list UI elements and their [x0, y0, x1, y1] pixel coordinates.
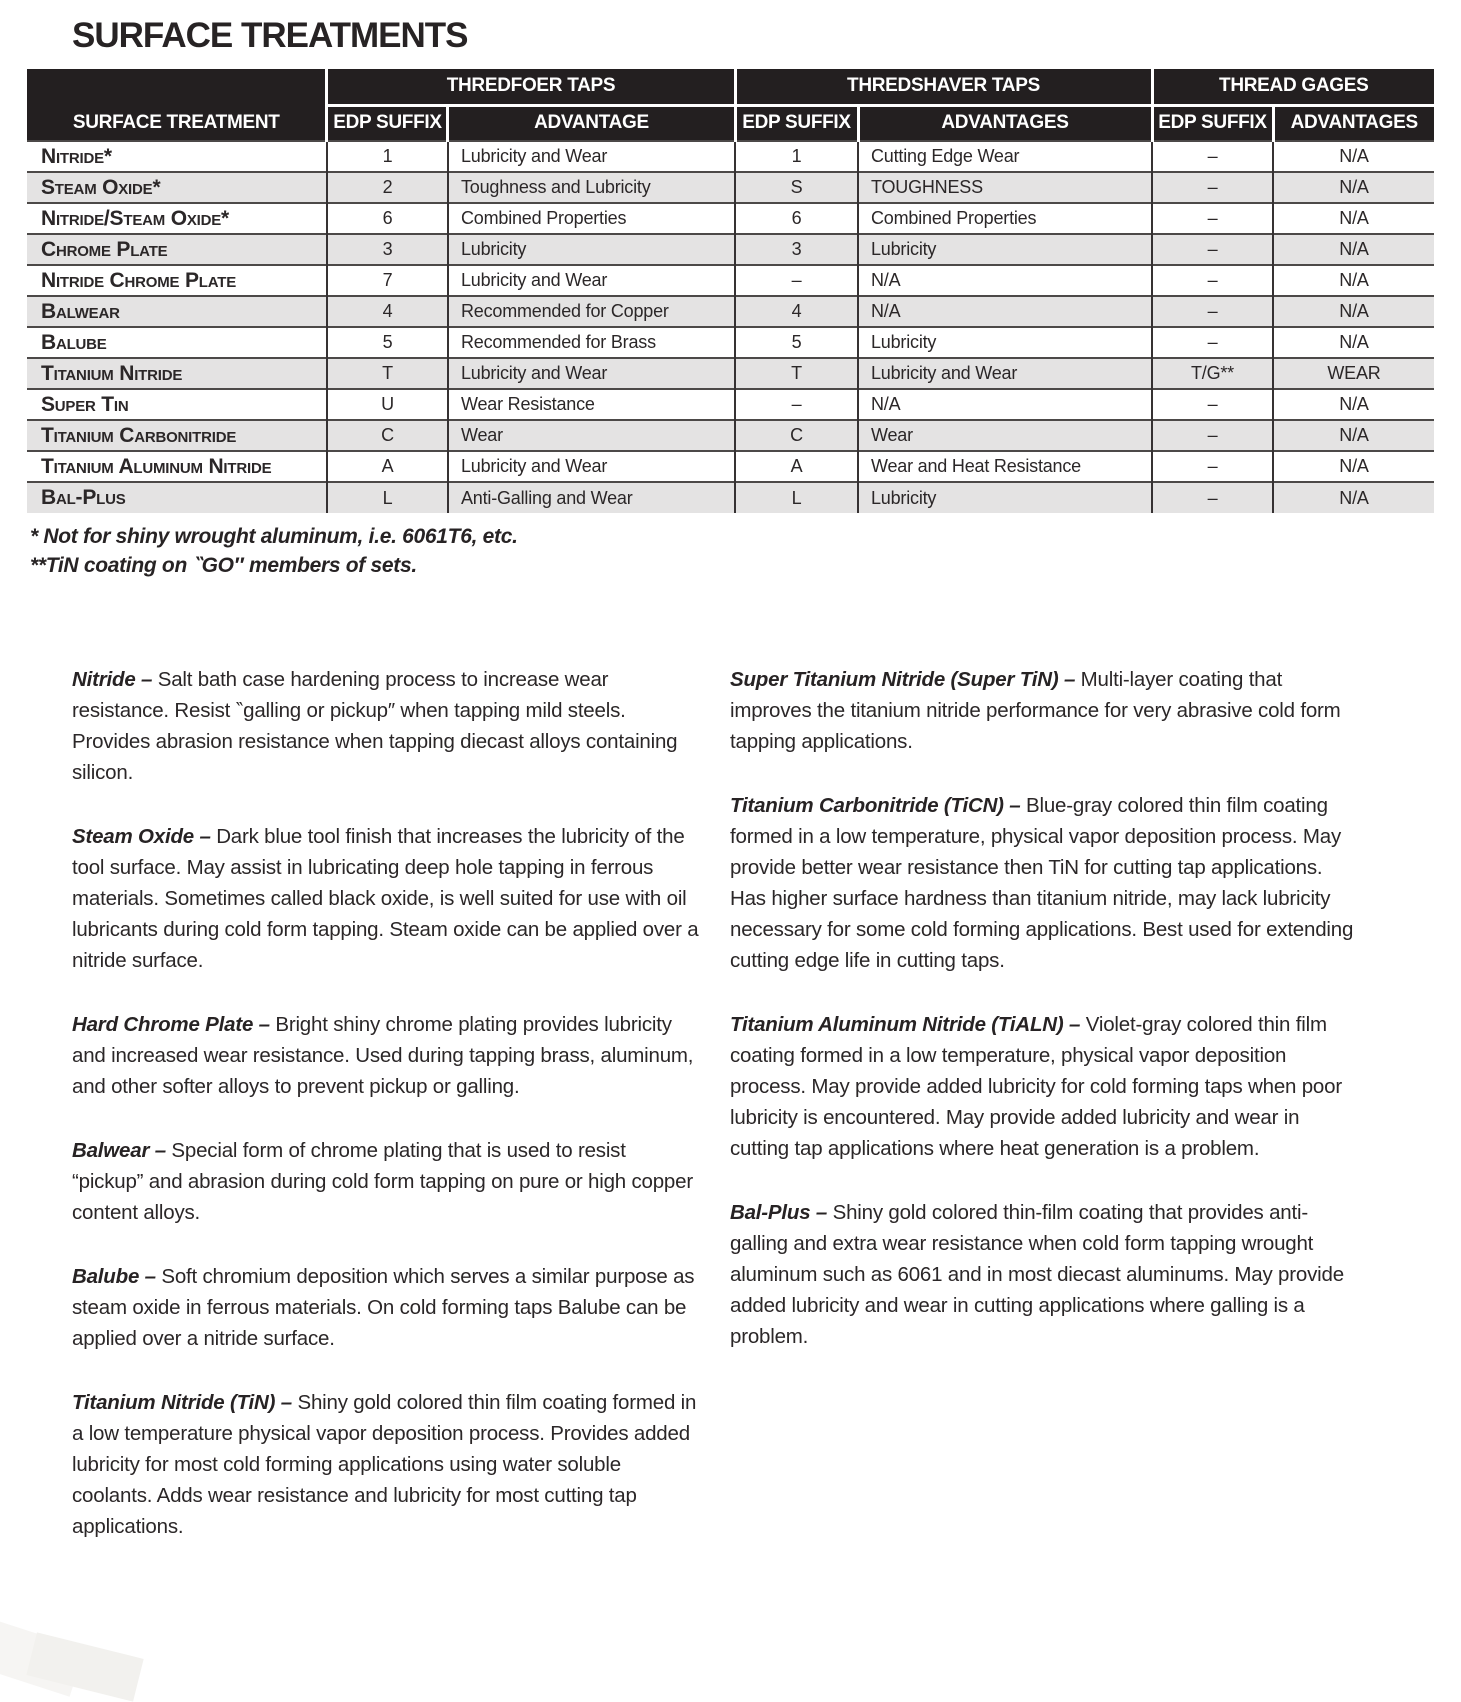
table-row [27, 141, 1434, 172]
cell-surface-treatment: Nitride/Steam Oxide* [27, 203, 327, 234]
cell-thredfoer-advantage: Recommended for Brass [448, 327, 735, 358]
cell-thredfoer-edp-suffix: U [327, 389, 448, 420]
cell-thredfoer-edp-suffix: 7 [327, 265, 448, 296]
description-term: Bal-Plus – [730, 1201, 828, 1224]
cell-thredshaver-advantages: Lubricity and Wear [858, 358, 1152, 389]
cell-thredshaver-edp-suffix: 4 [735, 296, 858, 327]
cell-surface-treatment: Super Tin [27, 389, 327, 420]
cell-thredshaver-edp-suffix: A [735, 451, 858, 482]
table-row [27, 234, 1434, 265]
cell-thredshaver-advantages: N/A [858, 265, 1152, 296]
description-term: Titanium Nitride (TiN) – [72, 1391, 292, 1414]
cell-thredfoer-edp-suffix: 4 [327, 296, 448, 327]
cell-thredfoer-advantage: Lubricity and Wear [448, 358, 735, 389]
cell-thredshaver-edp-suffix: C [735, 420, 858, 451]
table-row [27, 327, 1434, 358]
cell-thredshaver-advantages: Lubricity [858, 482, 1152, 513]
description-text: Shiny gold colored thin film coating formed in a low temperature physical vapor deposition process. Provides added lubricity for most cold forming applications using water soluble coolants. Adds wear resistance and lubricity for most cutting tap applications. [72, 1391, 697, 1538]
cell-gages-edp-suffix: – [1152, 482, 1273, 513]
cell-thredshaver-advantages: Lubricity [858, 327, 1152, 358]
description-term: Steam Oxide – [72, 825, 211, 848]
cell-thredfoer-edp-suffix: T [327, 358, 448, 389]
cell-thredshaver-advantages: Combined Properties [858, 203, 1152, 234]
table-row [27, 358, 1434, 389]
table-body [27, 141, 1434, 513]
table-row [27, 389, 1434, 420]
cell-surface-treatment: Bal-Plus [27, 482, 327, 513]
cell-thredshaver-advantages: N/A [858, 296, 1152, 327]
cell-thredfoer-advantage: Lubricity [448, 234, 735, 265]
cell-thredshaver-advantages: Wear and Heat Resistance [858, 451, 1152, 482]
cell-gages-edp-suffix: – [1152, 172, 1273, 203]
cell-surface-treatment: Balube [27, 327, 327, 358]
description-text: Salt bath case hardening process to increase wear resistance. Resist ‶galling or pickup″ when tapping mild steels. Provides abrasion resistance when tapping diecast alloys containing silicon. [72, 668, 678, 784]
cell-thredshaver-edp-suffix: 1 [735, 141, 858, 172]
column-header-thredfoer-edp-suffix: EDP SUFFIX [327, 105, 448, 141]
cell-thredfoer-advantage: Lubricity and Wear [448, 265, 735, 296]
cell-thredfoer-advantage: Wear [448, 420, 735, 451]
table-row [27, 172, 1434, 203]
description-term: Nitride – [72, 668, 153, 691]
treatment-descriptions [0, 664, 1461, 1575]
cell-gages-advantages: N/A [1273, 265, 1434, 296]
description-text: Multi-layer coating that improves the titanium nitride performance for very abrasive cold form tapping applications. [730, 668, 1341, 753]
cell-thredfoer-edp-suffix: L [327, 482, 448, 513]
column-header-thredshaver-edp-suffix: EDP SUFFIX [735, 105, 858, 141]
cell-thredshaver-advantages: TOUGHNESS [858, 172, 1152, 203]
cell-gages-advantages: N/A [1273, 327, 1434, 358]
page-title: SURFACE TREATMENTS [72, 16, 468, 55]
cell-thredshaver-edp-suffix: 3 [735, 234, 858, 265]
table-row [27, 420, 1434, 451]
column-header-thredshaver-advantages: ADVANTAGES [858, 105, 1152, 141]
cell-thredfoer-edp-suffix: 5 [327, 327, 448, 358]
cell-gages-edp-suffix: – [1152, 327, 1273, 358]
cell-gages-edp-suffix: – [1152, 451, 1273, 482]
corner-decoration [0, 1623, 120, 1663]
group-header-thredfoer-taps: THREDFOER TAPS [327, 69, 735, 105]
cell-thredfoer-advantage: Combined Properties [448, 203, 735, 234]
cell-thredshaver-edp-suffix: – [735, 389, 858, 420]
cell-thredshaver-advantages: N/A [858, 389, 1152, 420]
footnote-tin-go: **TiN coating on ‶GO″ members of sets. [30, 554, 417, 577]
description-text: Violet-gray colored thin film coating formed in a low temperature, physical vapor deposition process. May provide added lubricity for cold forming taps when poor lubricity is encountered. May provide added lubricity and wear in cutting tap applications where heat generation is a problem. [730, 1013, 1342, 1160]
cell-thredfoer-edp-suffix: C [327, 420, 448, 451]
cell-surface-treatment: Titanium Nitride [27, 358, 327, 389]
description-paragraph [730, 1009, 1361, 1164]
footnote-aluminum: * Not for shiny wrought aluminum, i.e. 6061T6, etc. [30, 525, 518, 548]
table-header [27, 69, 1434, 141]
cell-gages-advantages: N/A [1273, 296, 1434, 327]
cell-gages-edp-suffix: – [1152, 296, 1273, 327]
cell-thredshaver-edp-suffix: L [735, 482, 858, 513]
cell-surface-treatment: Nitride* [27, 141, 327, 172]
cell-gages-edp-suffix: – [1152, 265, 1273, 296]
cell-gages-advantages: N/A [1273, 141, 1434, 172]
description-paragraph [730, 1197, 1361, 1352]
cell-gages-advantages: N/A [1273, 234, 1434, 265]
cell-surface-treatment: Steam Oxide* [27, 172, 327, 203]
cell-thredfoer-advantage: Lubricity and Wear [448, 141, 735, 172]
footnotes [30, 525, 1461, 578]
cell-thredshaver-advantages: Lubricity [858, 234, 1152, 265]
group-header-empty [27, 69, 327, 105]
description-term: Balwear – [72, 1139, 166, 1162]
description-term: Hard Chrome Plate – [72, 1013, 270, 1036]
description-text: Soft chromium deposition which serves a similar purpose as steam oxide in ferrous materials. On cold forming taps Balube can be applied over a nitride surface. [72, 1265, 695, 1350]
cell-thredshaver-edp-suffix: – [735, 265, 858, 296]
cell-thredfoer-edp-suffix: 2 [327, 172, 448, 203]
description-paragraph [72, 1135, 702, 1228]
cell-gages-advantages: N/A [1273, 482, 1434, 513]
description-text: Special form of chrome plating that is used to resist “pickup” and abrasion during cold form tapping on pure or high copper content alloys. [72, 1139, 693, 1224]
cell-gages-advantages: N/A [1273, 451, 1434, 482]
description-paragraph [72, 664, 702, 788]
table-row [27, 265, 1434, 296]
description-paragraph [730, 664, 1361, 757]
cell-thredfoer-advantage: Lubricity and Wear [448, 451, 735, 482]
cell-thredshaver-edp-suffix: 5 [735, 327, 858, 358]
cell-thredshaver-edp-suffix: T [735, 358, 858, 389]
table-row [27, 203, 1434, 234]
surface-treatments-table [27, 69, 1434, 513]
cell-surface-treatment: Titanium Carbonitride [27, 420, 327, 451]
description-term: Super Titanium Nitride (Super TiN) – [730, 668, 1076, 691]
cell-gages-edp-suffix: – [1152, 141, 1273, 172]
description-text: Shiny gold colored thin-film coating that provides anti-galling and extra wear resistance when cold form tapping wrought aluminum such as 6061 and in most diecast aluminums. May provide added lubricity and wear in cutting applications where galling is a problem. [730, 1201, 1344, 1348]
cell-thredfoer-edp-suffix: 3 [327, 234, 448, 265]
group-header-row [27, 69, 1434, 105]
column-header-row [27, 105, 1434, 141]
column-header-surface-treatment: SURFACE TREATMENT [27, 105, 327, 141]
description-paragraph [72, 1261, 702, 1354]
table-row [27, 296, 1434, 327]
table-row [27, 482, 1434, 513]
description-paragraph [72, 821, 702, 976]
cell-gages-edp-suffix: – [1152, 203, 1273, 234]
group-header-thread-gages: THREAD GAGES [1152, 69, 1434, 105]
column-header-gages-advantages: ADVANTAGES [1273, 105, 1434, 141]
cell-gages-advantages: N/A [1273, 203, 1434, 234]
cell-thredfoer-edp-suffix: 6 [327, 203, 448, 234]
description-term: Titanium Carbonitride (TiCN) – [730, 794, 1021, 817]
column-header-gages-edp-suffix: EDP SUFFIX [1152, 105, 1273, 141]
descriptions-left-column [72, 664, 702, 1575]
cell-thredfoer-advantage: Recommended for Copper [448, 296, 735, 327]
description-text: Dark blue tool finish that increases the lubricity of the tool surface. May assist in lubricating deep hole tapping in ferrous materials. Sometimes called black oxide, is well suited for use with oil lubricants during cold form tapping. Steam oxide can be applied over a nitride surface. [72, 825, 699, 972]
cell-gages-edp-suffix: T/G** [1152, 358, 1273, 389]
description-term: Balube – [72, 1265, 156, 1288]
description-term: Titanium Aluminum Nitride (TiALN) – [730, 1013, 1081, 1036]
cell-gages-advantages: N/A [1273, 172, 1434, 203]
column-header-thredfoer-advantage: ADVANTAGE [448, 105, 735, 141]
cell-surface-treatment: Titanium Aluminum Nitride [27, 451, 327, 482]
cell-thredshaver-edp-suffix: 6 [735, 203, 858, 234]
description-text: Bright shiny chrome plating provides lubricity and increased wear resistance. Used during tapping brass, aluminum, and other softer alloys to prevent pickup or galling. [72, 1013, 694, 1098]
cell-gages-edp-suffix: – [1152, 234, 1273, 265]
cell-thredfoer-edp-suffix: 1 [327, 141, 448, 172]
cell-thredfoer-advantage: Wear Resistance [448, 389, 735, 420]
cell-thredfoer-edp-suffix: A [327, 451, 448, 482]
cell-gages-advantages: WEAR [1273, 358, 1434, 389]
description-paragraph [72, 1009, 702, 1102]
cell-surface-treatment: Balwear [27, 296, 327, 327]
cell-surface-treatment: Nitride Chrome Plate [27, 265, 327, 296]
descriptions-right-column [730, 664, 1361, 1575]
cell-thredshaver-edp-suffix: S [735, 172, 858, 203]
cell-gages-advantages: N/A [1273, 389, 1434, 420]
description-text: Blue-gray colored thin film coating formed in a low temperature, physical vapor deposition process. May provide better wear resistance then TiN for cutting tap applications. Has higher surface hardness than titanium nitride, may lack lubricity necessary for some cold forming applications. Best used for extending cutting edge life in cutting taps. [730, 794, 1354, 972]
group-header-thredshaver-taps: THREDSHAVER TAPS [735, 69, 1152, 105]
description-paragraph [730, 790, 1361, 976]
description-paragraph [72, 1387, 702, 1542]
cell-surface-treatment: Chrome Plate [27, 234, 327, 265]
cell-gages-edp-suffix: – [1152, 389, 1273, 420]
cell-thredshaver-advantages: Wear [858, 420, 1152, 451]
cell-thredfoer-advantage: Toughness and Lubricity [448, 172, 735, 203]
cell-thredfoer-advantage: Anti-Galling and Wear [448, 482, 735, 513]
cell-gages-edp-suffix: – [1152, 420, 1273, 451]
table-row [27, 451, 1434, 482]
cell-gages-advantages: N/A [1273, 420, 1434, 451]
cell-thredshaver-advantages: Cutting Edge Wear [858, 141, 1152, 172]
